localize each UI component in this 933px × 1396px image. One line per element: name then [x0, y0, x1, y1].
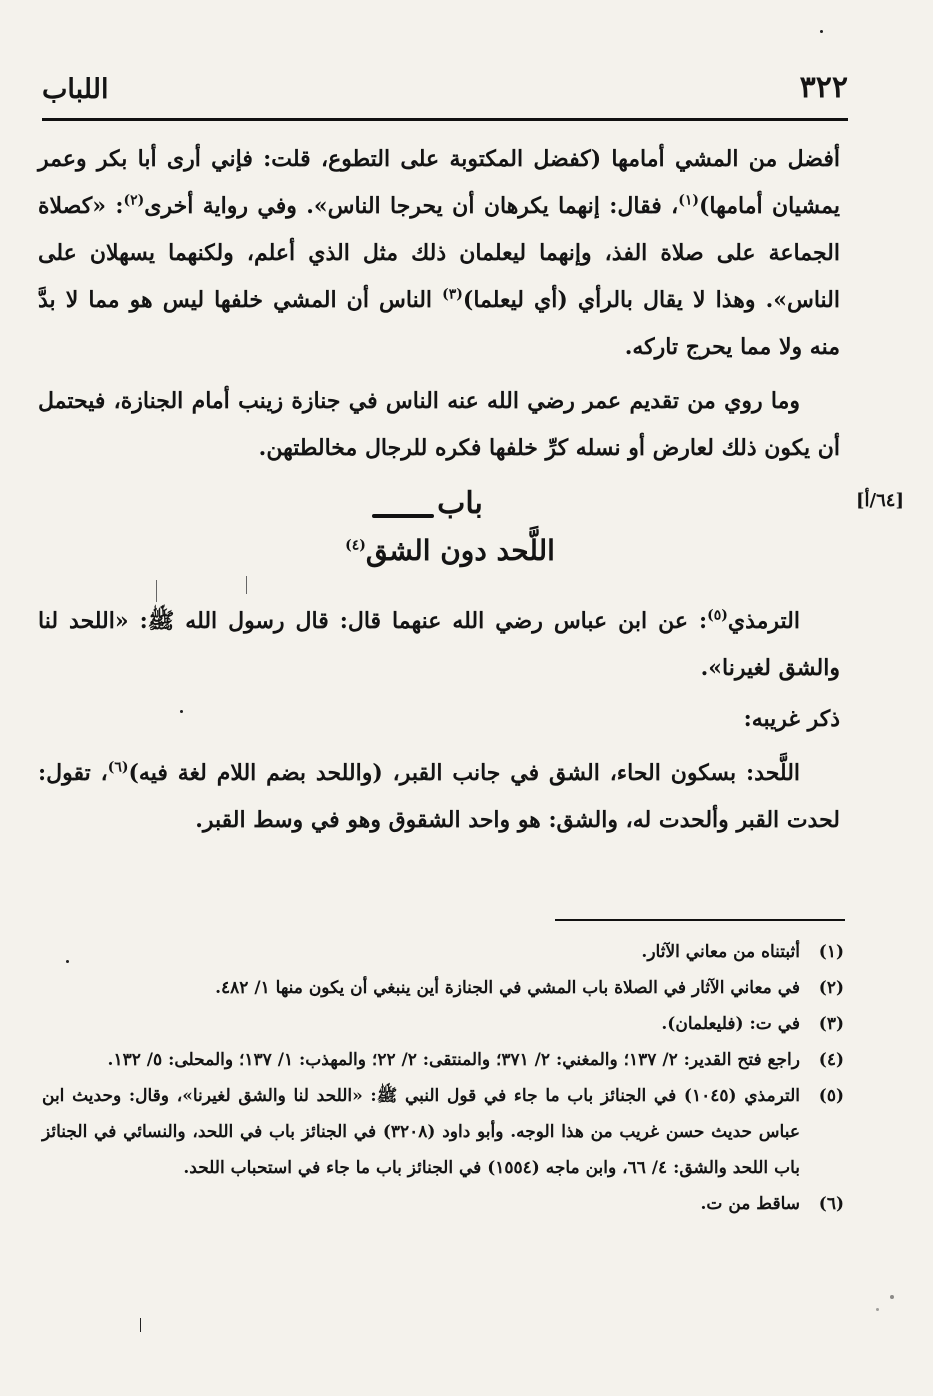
footnote-item [42, 1006, 844, 1042]
footnote-number: (٥) [818, 1086, 844, 1106]
scan-speck [876, 1308, 879, 1311]
footnote-item [42, 970, 844, 1006]
gharib-paragraph [38, 750, 840, 844]
footnote-number: (٣) [818, 1014, 844, 1034]
footnote-ref-2: (٢) [123, 192, 145, 209]
footnote-ref-5: (٥) [707, 607, 728, 624]
page-header [42, 60, 848, 116]
footnote-item [42, 1042, 844, 1078]
scan-scratch [246, 576, 247, 594]
footnote-number: (٢) [818, 978, 844, 998]
scan-speck [180, 710, 183, 713]
footnote-text: في معاني الآثار في الصلاة باب المشي في الجنازة أين ينبغي أن يكون منها ١/ ٤٨٢. [215, 978, 800, 998]
footnote-text: ساقط من ت. [700, 1194, 800, 1214]
footnote-text: في ت: (فليعلمان). [661, 1014, 800, 1034]
footnote-text: أثبتناه من معاني الآثار. [641, 942, 800, 962]
scan-scratch [156, 580, 157, 602]
gharib-heading: ذكر غريبه: [743, 706, 840, 732]
running-title: اللباب [42, 74, 109, 105]
footnote-number: (١) [818, 942, 844, 962]
intro-text-2: ، فقال: إنهما يكرهان أن يحرجا الناس». وفي رواية أخرى [144, 193, 679, 219]
chapter-label: باب [437, 486, 483, 521]
scan-scratch [140, 1318, 141, 1332]
footnote-item [42, 1186, 844, 1222]
footnote-item [42, 1078, 844, 1186]
page-number: ٣٢٢ [799, 70, 848, 105]
footnote-text: راجع فتح القدير: ٢/ ١٣٧؛ والمغني: ٢/ ٣٧١؛ والمنتقى: ٢/ ٢٢؛ والمهذب: ١/ ١٣٧؛ والمحلى: ٥/ ١٣٢. [107, 1050, 800, 1070]
scan-speck [66, 960, 69, 963]
hadith-narrator: الترمذي [727, 608, 800, 634]
scan-speck [820, 30, 823, 33]
margin-folio-reference: [٦٤/أ] [856, 490, 904, 511]
footnote-number: (٦) [818, 1194, 844, 1214]
intro-text-4: الناس أن المشي خلفها ليس هو مما لا بدَّ منه ولا مما يحرج تاركه. [38, 287, 840, 360]
footnote-ref-3: (٣) [442, 286, 463, 303]
chapter-ornament [372, 514, 434, 518]
gharib-text-1: اللَّحد: بسكون الحاء، الشق في جانب القبر، (واللحد بضم اللام لغة فيه) [128, 760, 801, 786]
scan-speck [890, 1295, 894, 1299]
header-rule [42, 118, 848, 121]
footnotes [42, 934, 844, 1222]
footnote-item [42, 934, 844, 970]
footnote-ref-4: (٤) [345, 537, 366, 554]
footnote-text: الترمذي (١٠٤٥) في الجنائز باب ما جاء في قول النبي ﷺ: «اللحد لنا والشق لغيرنا»، وقال: وحديث ابن عباس حديث حسن غريب من هذا الوجه. وأبو داود (٣٢٠٨) في الجنائز باب في اللحد، والنسائي في الجنائز باب اللحد والشق: ٤/ ٦٦، وابن ماجه (١٥٥٤) في الجنائز باب ما جاء في استحباب اللحد. [42, 1086, 800, 1178]
intro-paragraph [38, 136, 840, 371]
footnote-ref-1: (١) [678, 192, 699, 209]
chapter-title [250, 534, 650, 567]
second-paragraph: وما روي من تقديم عمر رضي الله عنه الناس في جنازة زينب أمام الجنازة، فيحتمل أن يكون ذلك لعارض أو نسله كرِّ خلفها فكره للرجال مخالطتهن. [38, 388, 840, 461]
footnote-number: (٤) [818, 1050, 844, 1070]
chapter-title-text: اللَّحد دون الشق [365, 534, 555, 567]
intro-text-3: : «كصلاة الجماعة على صلاة الفذ، وإنهما ليعلمان ذلك مثل الذي أعلم، ولكنهما يسهلان على الناس». وهذا لا يقال بالرأي (أي ليعلما) [38, 193, 840, 313]
gharib-text-2: ، تقول: لحدت القبر وألحدت له، والشق: هو واحد الشقوق وهو في وسط القبر. [38, 760, 840, 833]
hadith-text: : عن ابن عباس رضي الله عنهما قال: قال رسول الله ﷺ: «اللحد لنا والشق لغيرنا». [38, 608, 840, 681]
footnote-separator [555, 919, 845, 921]
footnote-ref-6: (٦) [107, 759, 129, 776]
hadith-paragraph [38, 598, 840, 692]
intro-text-1: أفضل من المشي أمامها (كفضل المكتوبة على التطوع، قلت: فإني أرى أبا بكر وعمر يمشيان أمامها) [38, 146, 840, 219]
